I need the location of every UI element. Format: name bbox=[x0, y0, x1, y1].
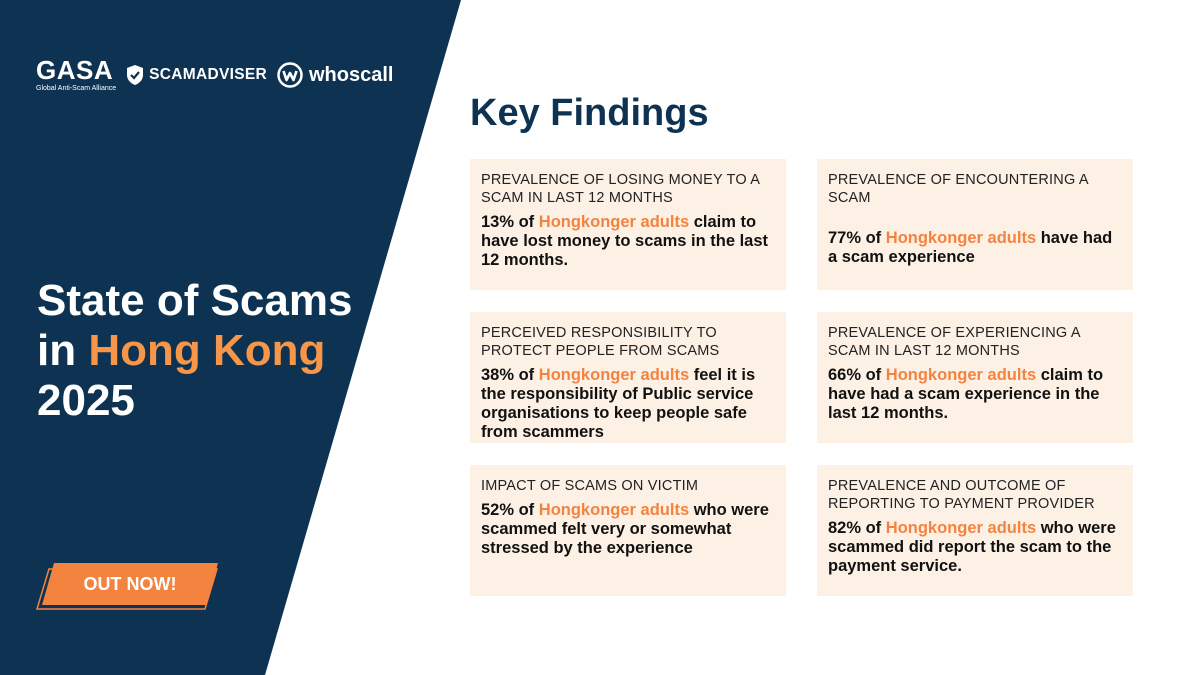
finding-card-impact bbox=[470, 465, 786, 596]
finding-stat: 38% of bbox=[481, 366, 539, 384]
finding-highlight: Hongkonger adults bbox=[538, 501, 690, 519]
finding-card-heading: IMPACT OF SCAMS ON VICTIM bbox=[481, 478, 699, 494]
finding-text: claim to have had a scam experience in the last 12 months. bbox=[828, 366, 1104, 422]
finding-text: claim to have lost money to scams in the last 12 months. bbox=[481, 213, 769, 269]
whoscall-logo bbox=[277, 62, 393, 88]
gasa-logo-subtitle: Global Anti-Scam Alliance bbox=[36, 84, 117, 92]
finding-card-body bbox=[481, 366, 772, 442]
report-title bbox=[37, 276, 352, 426]
finding-text: feel it is the responsibility of Public service organisations to keep people safe from scammers bbox=[481, 366, 756, 441]
finding-card-heading: PREVALENCE OF EXPERIENCING A SCAM IN LAST 12 MONTHS bbox=[828, 325, 1080, 359]
report-title-location: Hong Kong bbox=[88, 326, 326, 375]
finding-card-experiencing bbox=[817, 312, 1133, 443]
finding-highlight: Hongkonger adults bbox=[538, 366, 690, 384]
out-now-button[interactable] bbox=[42, 563, 218, 605]
whoscall-icon bbox=[277, 62, 303, 88]
gasa-logo bbox=[36, 54, 117, 93]
finding-card-body bbox=[828, 366, 1119, 423]
finding-card-body bbox=[828, 229, 1119, 267]
finding-card-reporting bbox=[817, 465, 1133, 596]
finding-card-lost-money bbox=[470, 159, 786, 290]
finding-card-heading: PERCEIVED RESPONSIBILITY TO PROTECT PEOPLE FROM SCAMS bbox=[481, 325, 720, 359]
finding-card-body bbox=[481, 501, 772, 558]
finding-card-responsibility bbox=[470, 312, 786, 443]
finding-stat: 66% of bbox=[828, 366, 886, 384]
finding-stat: 77% of bbox=[828, 229, 886, 247]
finding-card-encountering bbox=[817, 159, 1133, 290]
finding-highlight: Hongkonger adults bbox=[538, 213, 690, 231]
report-title-line-2-prefix: in bbox=[37, 326, 89, 375]
key-findings-title: Key Findings bbox=[470, 92, 709, 134]
partner-logos bbox=[36, 56, 416, 94]
scamadviser-logo bbox=[126, 64, 267, 86]
report-title-line-1: State of Scams bbox=[37, 276, 353, 325]
finding-text: have had a scam experience bbox=[828, 229, 1113, 266]
finding-text: who were scammed felt very or somewhat stressed by the experience bbox=[481, 501, 769, 557]
finding-highlight: Hongkonger adults bbox=[885, 366, 1037, 384]
whoscall-logo-text: whoscall bbox=[309, 63, 394, 86]
finding-card-heading: PREVALENCE AND OUTCOME OF REPORTING TO PAYMENT PROVIDER bbox=[828, 478, 1095, 512]
finding-card-body bbox=[481, 213, 772, 270]
scamadviser-logo-text: SCAMADVISER bbox=[149, 66, 267, 83]
finding-highlight: Hongkonger adults bbox=[885, 519, 1037, 537]
out-now-button-label: OUT NOW! bbox=[83, 574, 177, 594]
finding-text: who were scammed did report the scam to the payment service. bbox=[828, 519, 1116, 575]
finding-card-heading: PREVALENCE OF LOSING MONEY TO A SCAM IN LAST 12 MONTHS bbox=[481, 172, 760, 206]
finding-stat: 13% of bbox=[481, 213, 539, 231]
report-title-year: 2025 bbox=[37, 376, 135, 425]
finding-stat: 52% of bbox=[481, 501, 539, 519]
finding-card-body bbox=[828, 519, 1119, 576]
finding-stat: 82% of bbox=[828, 519, 886, 537]
finding-highlight: Hongkonger adults bbox=[885, 229, 1037, 247]
finding-card-heading: PREVALENCE OF ENCOUNTERING A SCAM bbox=[828, 172, 1088, 206]
shield-icon bbox=[126, 64, 144, 86]
gasa-logo-word: GASA bbox=[36, 54, 114, 85]
